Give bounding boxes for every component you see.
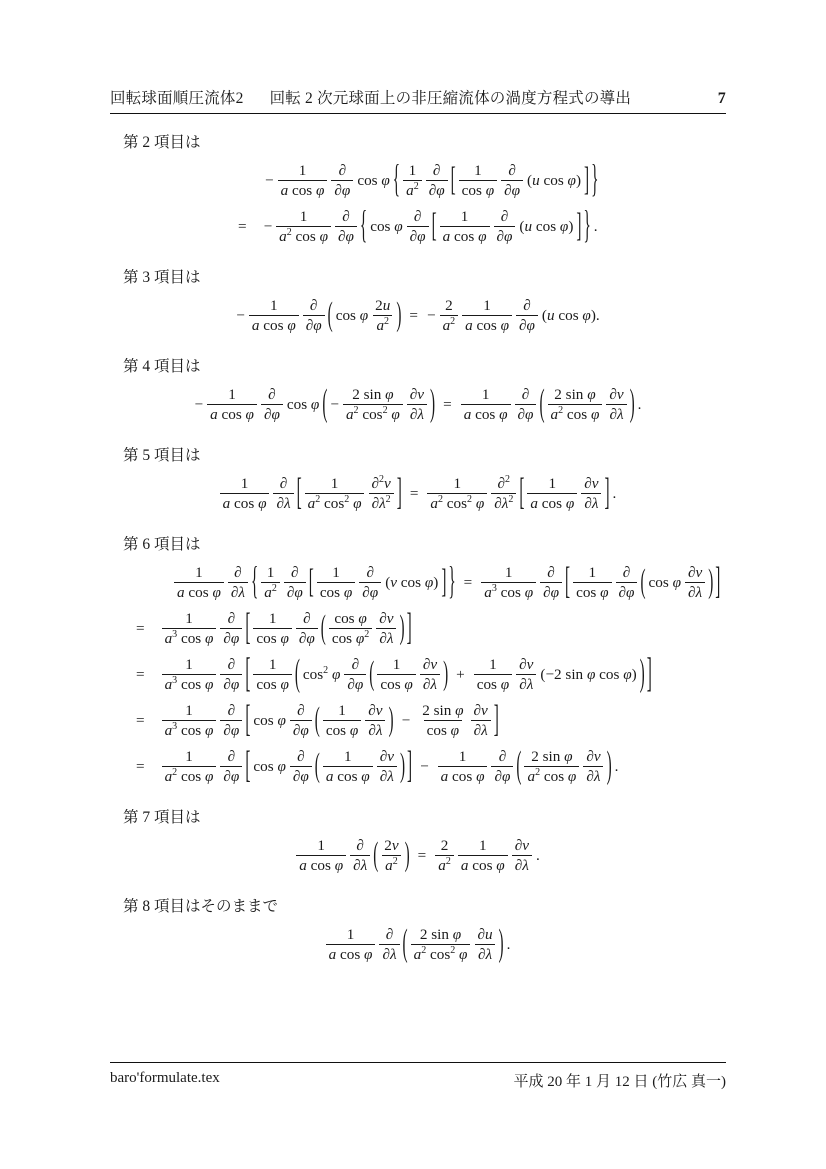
big-delimiter: ]: [646, 650, 652, 697]
equation-line: [110, 382, 726, 427]
equation-line: [110, 204, 726, 249]
big-delimiter: ]: [493, 698, 499, 741]
big-delimiter: }: [583, 203, 591, 248]
big-delimiter: ]: [584, 160, 590, 199]
fraction: ∂ ∂φ: [515, 386, 537, 423]
big-delimiter: ): [399, 746, 405, 785]
fraction: ∂ ∂φ: [331, 162, 353, 199]
math-text: cos φ: [648, 573, 681, 591]
math-text: cos φ: [253, 757, 286, 775]
equation-block: [110, 293, 726, 338]
math-text: −: [236, 306, 245, 324]
big-delimiter: ): [388, 700, 394, 739]
fraction: $\frac{1}{a^3 \cos \varphi}$: [162, 610, 217, 647]
big-delimiter: (: [369, 654, 375, 693]
fraction: ∂ ∂λ: [228, 564, 248, 601]
big-delimiter: (: [294, 652, 300, 695]
section-label: 第 5 項目は: [123, 447, 201, 464]
page-header: [110, 86, 726, 114]
fraction: 1 cos φ: [459, 162, 497, 199]
fraction: cos φ $\cos \varphi^2$: [329, 610, 372, 647]
equation-block: [110, 382, 726, 427]
fraction: $\frac{1}{a^2 \cos \varphi}$: [162, 748, 217, 785]
equation-block: [110, 471, 726, 516]
fraction: 2u $a^2$: [375, 296, 391, 334]
fraction: 2 sin φ $a^2$ cos φ: [548, 386, 603, 423]
fraction: ∂ ∂λ: [350, 837, 370, 874]
fraction: ∂ ∂φ: [290, 748, 312, 785]
alignment-relation: =: [136, 665, 145, 683]
math-text: .: [535, 846, 540, 864]
fraction: $\frac{1}{\text{a cos φ}}$: [249, 297, 299, 334]
math-operator: =: [409, 306, 418, 324]
fraction: 2 sin φ $a^2$ cos φ: [524, 748, 579, 785]
fraction: $\frac{1}{a^2 \cos^2 \varphi}$: [427, 475, 487, 512]
fraction: $\frac{1}{\text{a cos φ}}$: [438, 748, 488, 785]
math-text: (v cos φ): [385, 573, 439, 591]
big-delimiter: }: [448, 559, 456, 604]
big-delimiter: [: [431, 206, 437, 245]
big-delimiter: {: [392, 157, 401, 202]
math-text: cos φ: [357, 171, 390, 189]
big-delimiter: ]: [406, 606, 412, 649]
math-text: cos φ: [370, 217, 403, 235]
big-delimiter: ): [404, 835, 410, 874]
fraction: ∂v ∂λ: [376, 610, 396, 647]
big-delimiter: ): [708, 562, 714, 601]
fraction: ∂u ∂λ: [474, 926, 495, 963]
fraction: ∂v ∂λ: [516, 656, 536, 693]
big-delimiter: [: [245, 606, 251, 649]
math-operator: =: [417, 846, 427, 864]
equation-line: [110, 471, 726, 516]
fraction: ∂ ∂λ: [273, 475, 293, 512]
fraction: 1 $a^2$: [261, 564, 280, 601]
equation-block: [110, 833, 726, 878]
derivation-section: [110, 532, 726, 789]
fraction: 2v $a^2$: [381, 837, 401, 874]
alignment-relation: =: [136, 757, 145, 775]
math-text: $\cos^2 \varphi$: [302, 664, 341, 683]
fraction: 1 a cos φ: [462, 297, 512, 334]
fraction: $\frac{2}{a^2}$: [435, 837, 454, 874]
derivation-section: [110, 354, 726, 427]
section-label: 第 8 項目はそのままで: [123, 898, 279, 915]
footer-filename: baro'formulate.tex: [110, 1070, 220, 1086]
big-delimiter: [: [245, 698, 251, 741]
big-delimiter: (: [373, 835, 379, 874]
fraction: 1 cos φ: [377, 656, 415, 693]
big-delimiter: {: [250, 559, 259, 604]
fraction: 1 cos φ: [317, 564, 355, 601]
fraction: ∂ ∂φ: [220, 748, 242, 785]
fraction: ∂v ∂λ: [377, 748, 397, 785]
fraction: $\frac{2}{a^2}$: [440, 297, 459, 334]
big-delimiter: ): [498, 922, 504, 965]
big-delimiter: (: [314, 746, 320, 785]
fraction: ∂v ∂λ: [512, 837, 532, 874]
big-delimiter: ]: [715, 560, 721, 603]
running-doc-title: 回転球面順圧流体2: [110, 90, 244, 107]
alignment-relation: =: [238, 217, 247, 235]
fraction: ∂ ∂φ: [407, 208, 429, 245]
equation-line: [110, 560, 726, 605]
math-text: −: [265, 171, 274, 189]
math-text: .: [614, 757, 619, 775]
big-delimiter: ): [399, 608, 405, 647]
fraction: ∂ ∂φ: [290, 702, 312, 739]
big-delimiter: [: [519, 471, 525, 514]
fraction: ∂v ∂λ: [407, 386, 427, 423]
equation-block: [110, 560, 726, 789]
equation-line: [110, 744, 726, 789]
big-delimiter: ]: [604, 471, 610, 514]
math-text: cos φ: [335, 306, 369, 324]
fraction: 1 $a^2$ $\cos^2 \varphi$: [305, 475, 365, 512]
big-delimiter: ): [606, 744, 612, 787]
fraction: 1 a cos φ: [296, 837, 346, 874]
fraction: ∂ ∂φ: [220, 610, 242, 647]
fraction: ∂v ∂λ: [606, 386, 626, 423]
math-text: (−2 sin φ cos φ): [540, 665, 637, 683]
big-delimiter: ): [430, 382, 436, 425]
fraction: $\frac{1}{\text{a cos φ}}$: [461, 386, 511, 423]
page-footer: [110, 1062, 726, 1091]
fraction: $\frac{1}{\text{cos φ}}$: [474, 656, 512, 693]
page-number: 7: [717, 90, 726, 107]
math-text: .: [506, 935, 511, 953]
big-delimiter: [: [245, 744, 251, 787]
fraction: ∂v ∂λ: [471, 702, 491, 739]
equation-block: [110, 158, 726, 249]
section-label: 第 7 項目は: [123, 809, 201, 826]
fraction: ∂ ∂φ: [516, 297, 538, 334]
fraction: ∂ ∂φ: [501, 162, 523, 199]
fraction: $\frac{\text{2 sin φ}}{a^2 \cos^2 \varphi}$: [343, 386, 403, 423]
big-delimiter: (: [320, 608, 326, 647]
big-delimiter: [: [245, 650, 251, 697]
fraction: ∂ ∂φ: [220, 656, 242, 693]
fraction: ∂ ∂φ: [494, 208, 516, 245]
fraction: ∂ ∂φ: [335, 208, 357, 245]
equation-line: [110, 922, 726, 967]
fraction: 1 a cos φ: [323, 748, 373, 785]
big-delimiter: (: [516, 744, 522, 787]
big-delimiter: ): [443, 654, 449, 693]
math-operator: =: [463, 573, 473, 591]
equation-block: [110, 922, 726, 967]
equation-line: [110, 606, 726, 651]
derivation-section: [110, 130, 726, 249]
math-text: .: [593, 217, 598, 235]
math-text: cos φ: [286, 395, 320, 413]
math-text: (u cos φ): [527, 171, 582, 189]
fraction: 1 cos φ: [573, 564, 611, 601]
math-text: −: [194, 395, 204, 413]
equation-line: [110, 652, 726, 697]
fraction: 1 a cos φ: [440, 208, 490, 245]
big-delimiter: [: [296, 471, 302, 514]
big-delimiter: ]: [407, 744, 413, 787]
alignment-relation: =: [136, 711, 145, 729]
fraction: ∂ ∂φ: [296, 610, 318, 647]
big-delimiter: {: [359, 203, 368, 248]
math-text: −: [426, 306, 436, 324]
fraction: $\frac{1}{a^3 \cos \varphi}$: [481, 564, 536, 601]
document-body: [110, 130, 726, 967]
fraction: ∂ ∂φ: [303, 297, 325, 334]
fraction: ∂$^2$ $\partial\lambda^2$: [491, 475, 516, 512]
fraction: ∂v ∂λ: [685, 564, 705, 601]
fraction: ∂ ∂λ: [379, 926, 399, 963]
derivation-section: [110, 894, 726, 967]
big-delimiter: (: [314, 700, 320, 739]
big-delimiter: [: [565, 560, 571, 603]
fraction: ∂ ∂φ: [284, 564, 306, 601]
running-section-title: 回転 2 次元球面上の非圧縮流体の渦度方程式の導出: [269, 90, 632, 107]
math-operator: −: [401, 711, 411, 729]
big-delimiter: [: [450, 160, 456, 199]
math-text: −: [330, 395, 339, 413]
math-operator: +: [456, 665, 465, 683]
big-delimiter: }: [591, 157, 599, 202]
fraction: 1 a cos φ: [220, 475, 270, 512]
big-delimiter: ]: [396, 471, 402, 514]
fraction: 1 cos φ: [253, 610, 291, 647]
fraction: $\frac{1}{\text{a cos φ}}$: [207, 386, 257, 423]
fraction: ∂v ∂λ: [581, 475, 601, 512]
fraction: $\frac{1}{\text{a cos φ}}$: [278, 162, 328, 199]
big-delimiter: ): [629, 382, 635, 425]
math-text: .: [637, 395, 642, 413]
fraction: ∂$^2$v $\partial\lambda^2$: [368, 475, 393, 512]
fraction: 2 sin φ $a^2$ $\cos^2 \varphi$: [411, 926, 471, 963]
big-delimiter: (: [327, 295, 333, 334]
big-delimiter: ]: [441, 562, 447, 601]
fraction: ∂ ∂φ: [359, 564, 381, 601]
fraction: ∂ ∂φ: [261, 386, 283, 423]
footer-date-author: 平成 20 年 1 月 12 日 (竹広 真一): [513, 1074, 726, 1090]
fraction: 1 cos φ: [323, 702, 361, 739]
fraction: $\frac{\text{2 sin φ}}{\text{cos φ}}$: [422, 701, 464, 739]
big-delimiter: (: [322, 382, 328, 425]
section-label: 第 2 項目は: [123, 134, 201, 151]
fraction: ∂v ∂λ: [420, 656, 440, 693]
derivation-section: [110, 265, 726, 338]
fraction: 1 $a^2$: [403, 162, 422, 199]
section-label: 第 6 項目は: [123, 536, 201, 553]
equation-line: [110, 158, 726, 203]
fraction: ∂ ∂φ: [344, 656, 366, 693]
fraction: ∂ ∂φ: [426, 162, 448, 199]
derivation-section: [110, 443, 726, 516]
fraction: 1 a cos φ: [527, 475, 577, 512]
big-delimiter: (: [539, 382, 545, 425]
equation-line: [110, 293, 726, 338]
big-delimiter: ): [396, 295, 402, 334]
math-text: .: [612, 484, 617, 502]
big-delimiter: [: [308, 562, 314, 601]
fraction: 1 a cos φ: [174, 564, 224, 601]
fraction: 1 a cos φ: [458, 837, 508, 874]
section-label: 第 3 項目は: [123, 269, 201, 286]
fraction: ∂ ∂φ: [491, 748, 513, 785]
alignment-relation: =: [136, 619, 145, 637]
fraction: $\frac{1}{a^3 \cos \varphi}$: [162, 702, 217, 739]
fraction: ∂v ∂λ: [365, 702, 385, 739]
fraction: $\frac{1}{a^3 \cos \varphi}$: [162, 656, 217, 693]
big-delimiter: (: [640, 562, 646, 601]
equation-line: [110, 698, 726, 743]
fraction: ∂ ∂φ: [220, 702, 242, 739]
fraction: ∂v ∂λ: [583, 748, 603, 785]
section-label: 第 4 項目は: [123, 358, 201, 375]
fraction: 1 a cos φ: [326, 926, 376, 963]
math-text: cos φ: [253, 711, 286, 729]
math-operator: =: [409, 484, 419, 502]
big-delimiter: (: [402, 922, 408, 965]
big-delimiter: ): [639, 652, 645, 695]
equation-line: [110, 833, 726, 878]
fraction: ∂ ∂φ: [540, 564, 562, 601]
derivation-section: [110, 805, 726, 878]
fraction: 1 cos φ: [253, 656, 291, 693]
big-delimiter: ]: [576, 206, 582, 245]
math-operator: =: [443, 395, 452, 413]
math-text: −: [263, 217, 273, 235]
math-text: (u cos φ).: [541, 306, 600, 324]
math-operator: −: [420, 757, 429, 775]
math-text: (u cos φ): [519, 217, 574, 235]
fraction: $\frac{1}{a^2 \cos \varphi}$: [276, 208, 331, 245]
fraction: ∂ ∂φ: [616, 564, 638, 601]
